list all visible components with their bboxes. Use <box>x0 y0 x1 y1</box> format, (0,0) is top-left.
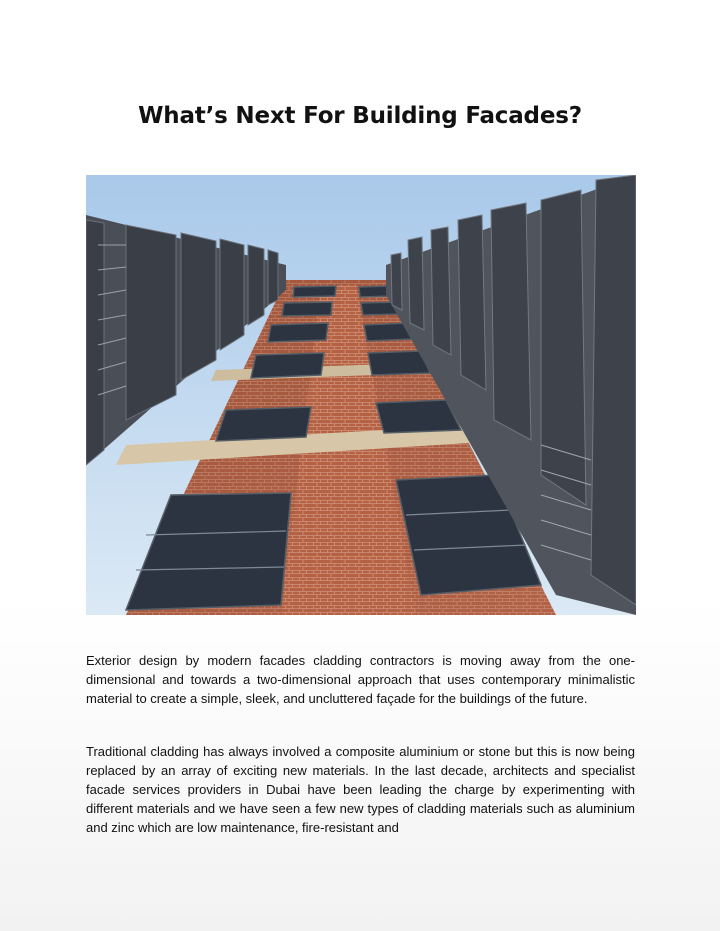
building-facade-photo <box>86 175 636 615</box>
photo-icon <box>86 175 636 615</box>
paragraph: Exterior design by modern facades cladding contractors is moving away from the one-dimensional and towards a two-dimensional approach that uses contemporary minimalistic material to create a simple, sleek, and uncluttered façade for the buildings of the future. <box>86 653 635 706</box>
paragraph: Traditional cladding has always involved a composite aluminium or stone but this is now being replaced by an array of exciting new materials. In the last decade, architects and specialist facade services providers in Dubai have been leading the charge by experimenting with different materials and we have seen a few new types of cladding materials such as aluminium and zinc which are low maintenance, fire-resistant and <box>86 744 635 835</box>
page-title: What’s Next For Building Facades? <box>138 103 582 130</box>
